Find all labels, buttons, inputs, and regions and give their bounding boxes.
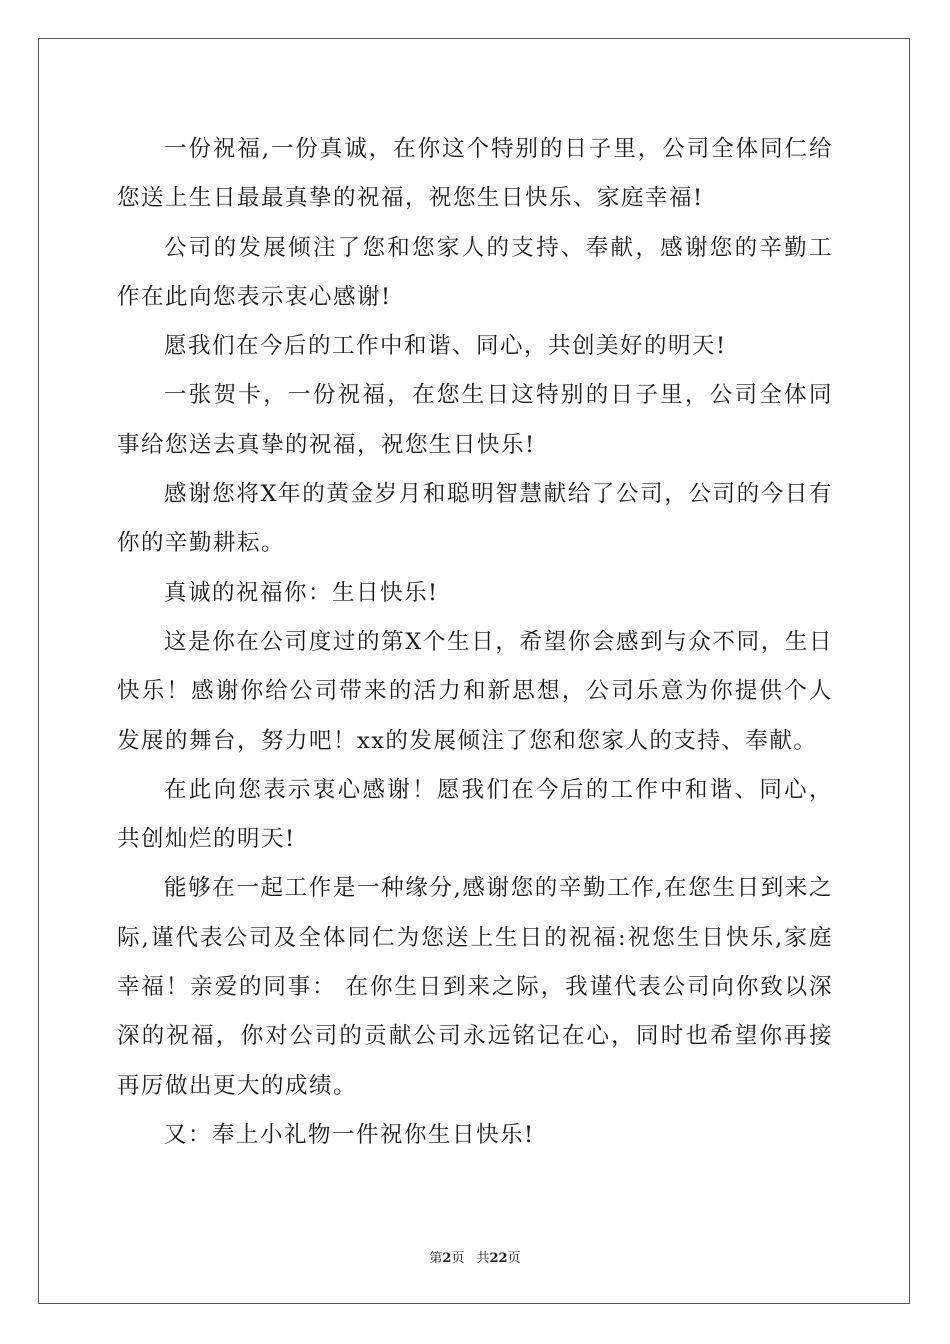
footer-total-prefix: 共	[476, 1251, 490, 1266]
paragraph: 真诚的祝福你：生日快乐!	[164, 579, 439, 606]
document-body	[117, 125, 833, 1160]
footer-page-unit: 页	[451, 1251, 465, 1266]
paragraph: 一份祝福,一份真诚，在你这个特别的日子里，公司全体同仁给您送上生日最最真挚的祝福，祝您生日快乐、家庭幸福!	[117, 136, 833, 212]
paragraph: 公司的发展倾注了您和您家人的支持、奉献，感谢您的辛勤工作在此向您表示衷心感谢!	[117, 234, 833, 310]
page-number-footer	[0, 1247, 950, 1266]
footer-prefix: 第	[429, 1251, 443, 1266]
paragraph: 又：奉上小礼物一件祝你生日快乐!	[164, 1121, 535, 1148]
footer-total-unit: 页	[507, 1251, 521, 1266]
paragraph: 愿我们在今后的工作中和谐、同心，共创美好的明天!	[164, 333, 727, 360]
paragraph: 能够在一起工作是一种缘分,感谢您的辛勤工作,在您生日到来之际,谨代表公司及全体同仁为您送上生日的祝福:祝您生日快乐,家庭幸福！亲爱的同事： 在你生日到来之际，我谨代表公司向你致以深深的祝福，你对公司的贡献公司永远铭记在心，同时也希望你再接再厉做出更大的成绩。	[117, 875, 833, 1099]
paragraph: 一张贺卡，一份祝福，在您生日这特别的日子里，公司全体同事给您送去真挚的祝福，祝您生日快乐!	[117, 382, 833, 458]
paragraph: 这是你在公司度过的第X个生日，希望你会感到与众不同，生日快乐！感谢你给公司带来的活力和新思想，公司乐意为你提供个人发展的舞台，努力吧！xx的发展倾注了您和您家人的支持、奉献。	[117, 628, 833, 754]
paragraph: 在此向您表示衷心感谢！愿我们在今后的工作中和谐、同心，共创灿烂的明天!	[117, 776, 833, 853]
paragraph: 感谢您将X年的黄金岁月和聪明智慧献给了公司，公司的今日有你的辛勤耕耘。	[117, 481, 833, 557]
current-page-number: 2	[442, 1251, 452, 1266]
total-page-count: 22	[489, 1251, 508, 1266]
